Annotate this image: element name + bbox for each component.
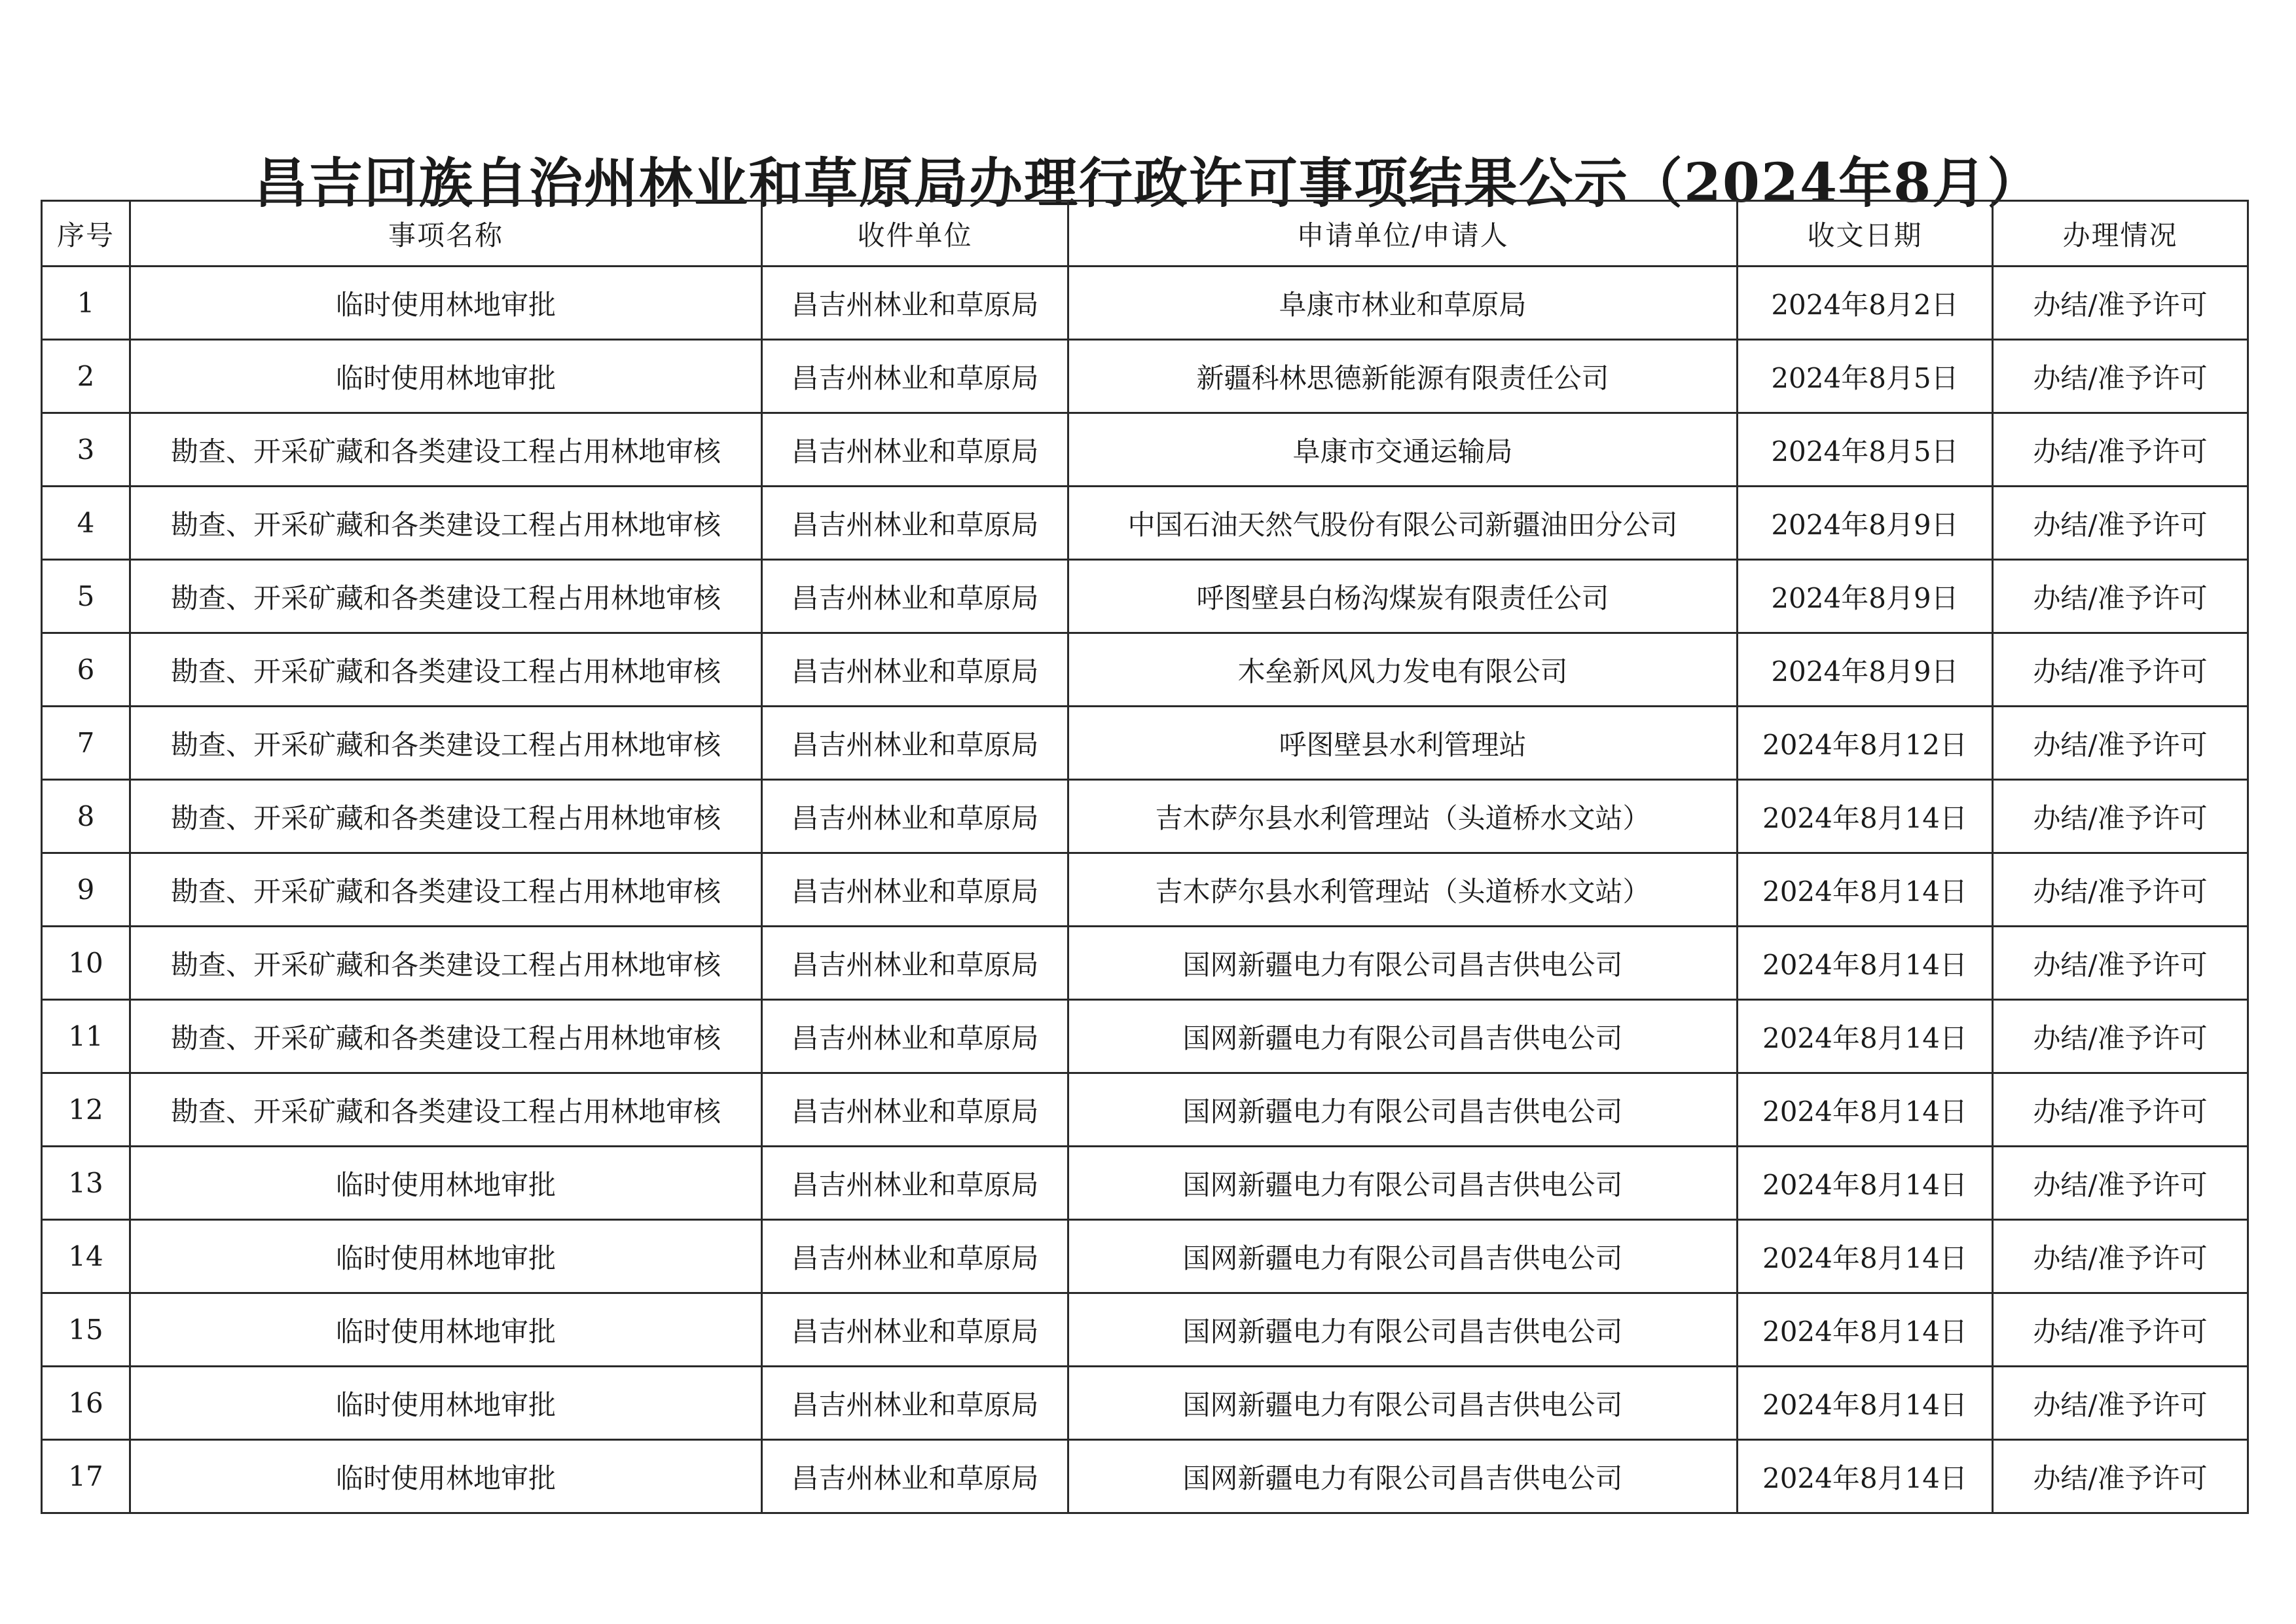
cell-applicant: 呼图壁县水利管理站 — [1068, 707, 1738, 780]
cell-dept: 昌吉州林业和草原局 — [762, 487, 1068, 560]
table-row — [42, 1147, 2248, 1220]
cell-item: 临时使用林地审批 — [130, 1367, 762, 1440]
cell-applicant: 国网新疆电力有限公司昌吉供电公司 — [1068, 1000, 1738, 1073]
cell-dept: 昌吉州林业和草原局 — [762, 780, 1068, 853]
cell-status: 办结/准予许可 — [1993, 707, 2248, 780]
cell-applicant: 国网新疆电力有限公司昌吉供电公司 — [1068, 1440, 1738, 1513]
cell-applicant: 国网新疆电力有限公司昌吉供电公司 — [1068, 1073, 1738, 1147]
header-date: 收文日期 — [1738, 201, 1993, 267]
cell-date: 2024年8月14日 — [1738, 1147, 1993, 1220]
cell-no: 6 — [42, 633, 130, 707]
cell-status: 办结/准予许可 — [1993, 267, 2248, 340]
table-row — [42, 413, 2248, 487]
cell-item: 勘查、开采矿藏和各类建设工程占用林地审核 — [130, 1000, 762, 1073]
cell-item: 临时使用林地审批 — [130, 1220, 762, 1293]
table-row — [42, 780, 2248, 853]
cell-dept: 昌吉州林业和草原局 — [762, 1073, 1068, 1147]
cell-no: 8 — [42, 780, 130, 853]
cell-dept: 昌吉州林业和草原局 — [762, 1367, 1068, 1440]
cell-applicant: 中国石油天然气股份有限公司新疆油田分公司 — [1068, 487, 1738, 560]
cell-no: 7 — [42, 707, 130, 780]
cell-status: 办结/准予许可 — [1993, 413, 2248, 487]
cell-no: 4 — [42, 487, 130, 560]
cell-no: 16 — [42, 1367, 130, 1440]
cell-no: 14 — [42, 1220, 130, 1293]
cell-dept: 昌吉州林业和草原局 — [762, 707, 1068, 780]
cell-status: 办结/准予许可 — [1993, 927, 2248, 1000]
table-row — [42, 267, 2248, 340]
cell-applicant: 呼图壁县白杨沟煤炭有限责任公司 — [1068, 560, 1738, 633]
page-title: 昌吉回族自治州林业和草原局办理行政许可事项结果公示（2024年8月） — [253, 151, 2043, 215]
table-row — [42, 340, 2248, 413]
header-dept: 收件单位 — [762, 201, 1068, 267]
table-row — [42, 707, 2248, 780]
cell-dept: 昌吉州林业和草原局 — [762, 853, 1068, 927]
cell-no: 15 — [42, 1293, 130, 1367]
table-row — [42, 633, 2248, 707]
cell-item: 勘查、开采矿藏和各类建设工程占用林地审核 — [130, 853, 762, 927]
cell-status: 办结/准予许可 — [1993, 340, 2248, 413]
cell-no: 12 — [42, 1073, 130, 1147]
cell-applicant: 木垒新风风力发电有限公司 — [1068, 633, 1738, 707]
cell-date: 2024年8月14日 — [1738, 780, 1993, 853]
cell-applicant: 阜康市交通运输局 — [1068, 413, 1738, 487]
cell-applicant: 国网新疆电力有限公司昌吉供电公司 — [1068, 1293, 1738, 1367]
cell-dept: 昌吉州林业和草原局 — [762, 340, 1068, 413]
cell-status: 办结/准予许可 — [1993, 560, 2248, 633]
cell-status: 办结/准予许可 — [1993, 1147, 2248, 1220]
cell-applicant: 新疆科林思德新能源有限责任公司 — [1068, 340, 1738, 413]
cell-date: 2024年8月14日 — [1738, 1220, 1993, 1293]
cell-no: 13 — [42, 1147, 130, 1220]
cell-applicant: 国网新疆电力有限公司昌吉供电公司 — [1068, 1220, 1738, 1293]
cell-dept: 昌吉州林业和草原局 — [762, 267, 1068, 340]
table-row — [42, 560, 2248, 633]
cell-date: 2024年8月5日 — [1738, 340, 1993, 413]
cell-date: 2024年8月2日 — [1738, 267, 1993, 340]
cell-item: 勘查、开采矿藏和各类建设工程占用林地审核 — [130, 633, 762, 707]
cell-date: 2024年8月14日 — [1738, 927, 1993, 1000]
cell-no: 11 — [42, 1000, 130, 1073]
cell-dept: 昌吉州林业和草原局 — [762, 1147, 1068, 1220]
cell-item: 勘查、开采矿藏和各类建设工程占用林地审核 — [130, 487, 762, 560]
cell-applicant: 吉木萨尔县水利管理站（头道桥水文站） — [1068, 853, 1738, 927]
header-row — [42, 201, 2248, 267]
cell-no: 2 — [42, 340, 130, 413]
table-body — [42, 267, 2248, 1513]
cell-item: 勘查、开采矿藏和各类建设工程占用林地审核 — [130, 927, 762, 1000]
cell-item: 临时使用林地审批 — [130, 1440, 762, 1513]
cell-status: 办结/准予许可 — [1993, 1367, 2248, 1440]
header-no: 序号 — [42, 201, 130, 267]
table-row — [42, 1440, 2248, 1513]
cell-applicant: 国网新疆电力有限公司昌吉供电公司 — [1068, 1367, 1738, 1440]
cell-no: 10 — [42, 927, 130, 1000]
cell-status: 办结/准予许可 — [1993, 487, 2248, 560]
permit-results-table — [41, 200, 2249, 1514]
table-header — [42, 201, 2248, 267]
cell-dept: 昌吉州林业和草原局 — [762, 1220, 1068, 1293]
cell-status: 办结/准予许可 — [1993, 1293, 2248, 1367]
cell-item: 勘查、开采矿藏和各类建设工程占用林地审核 — [130, 707, 762, 780]
cell-dept: 昌吉州林业和草原局 — [762, 1000, 1068, 1073]
cell-item: 勘查、开采矿藏和各类建设工程占用林地审核 — [130, 780, 762, 853]
cell-date: 2024年8月9日 — [1738, 560, 1993, 633]
cell-status: 办结/准予许可 — [1993, 1073, 2248, 1147]
cell-status: 办结/准予许可 — [1993, 633, 2248, 707]
table-row — [42, 487, 2248, 560]
cell-dept: 昌吉州林业和草原局 — [762, 560, 1068, 633]
cell-item: 临时使用林地审批 — [130, 340, 762, 413]
table-row — [42, 1293, 2248, 1367]
cell-date: 2024年8月12日 — [1738, 707, 1993, 780]
cell-status: 办结/准予许可 — [1993, 1220, 2248, 1293]
table-row — [42, 1073, 2248, 1147]
cell-status: 办结/准予许可 — [1993, 780, 2248, 853]
cell-status: 办结/准予许可 — [1993, 1440, 2248, 1513]
cell-item: 勘查、开采矿藏和各类建设工程占用林地审核 — [130, 1073, 762, 1147]
cell-applicant: 吉木萨尔县水利管理站（头道桥水文站） — [1068, 780, 1738, 853]
header-applicant: 申请单位/申请人 — [1068, 201, 1738, 267]
cell-status: 办结/准予许可 — [1993, 1000, 2248, 1073]
cell-no: 1 — [42, 267, 130, 340]
cell-item: 勘查、开采矿藏和各类建设工程占用林地审核 — [130, 560, 762, 633]
cell-no: 9 — [42, 853, 130, 927]
cell-date: 2024年8月14日 — [1738, 1293, 1993, 1367]
cell-item: 临时使用林地审批 — [130, 1147, 762, 1220]
cell-date: 2024年8月14日 — [1738, 1000, 1993, 1073]
table-row — [42, 1220, 2248, 1293]
cell-applicant: 国网新疆电力有限公司昌吉供电公司 — [1068, 1147, 1738, 1220]
cell-no: 5 — [42, 560, 130, 633]
cell-no: 17 — [42, 1440, 130, 1513]
cell-item: 临时使用林地审批 — [130, 1293, 762, 1367]
cell-date: 2024年8月14日 — [1738, 1367, 1993, 1440]
cell-date: 2024年8月5日 — [1738, 413, 1993, 487]
cell-date: 2024年8月9日 — [1738, 487, 1993, 560]
cell-no: 3 — [42, 413, 130, 487]
cell-status: 办结/准予许可 — [1993, 853, 2248, 927]
cell-dept: 昌吉州林业和草原局 — [762, 1440, 1068, 1513]
cell-date: 2024年8月14日 — [1738, 1073, 1993, 1147]
cell-applicant: 国网新疆电力有限公司昌吉供电公司 — [1068, 927, 1738, 1000]
cell-dept: 昌吉州林业和草原局 — [762, 413, 1068, 487]
cell-item: 勘查、开采矿藏和各类建设工程占用林地审核 — [130, 413, 762, 487]
cell-date: 2024年8月14日 — [1738, 1440, 1993, 1513]
cell-item: 临时使用林地审批 — [130, 267, 762, 340]
table-row — [42, 853, 2248, 927]
cell-date: 2024年8月14日 — [1738, 853, 1993, 927]
cell-dept: 昌吉州林业和草原局 — [762, 927, 1068, 1000]
cell-date: 2024年8月9日 — [1738, 633, 1993, 707]
cell-dept: 昌吉州林业和草原局 — [762, 1293, 1068, 1367]
table-row — [42, 1000, 2248, 1073]
table-row — [42, 1367, 2248, 1440]
cell-dept: 昌吉州林业和草原局 — [762, 633, 1068, 707]
cell-applicant: 阜康市林业和草原局 — [1068, 267, 1738, 340]
header-item: 事项名称 — [130, 201, 762, 267]
header-status: 办理情况 — [1993, 201, 2248, 267]
table-row — [42, 927, 2248, 1000]
